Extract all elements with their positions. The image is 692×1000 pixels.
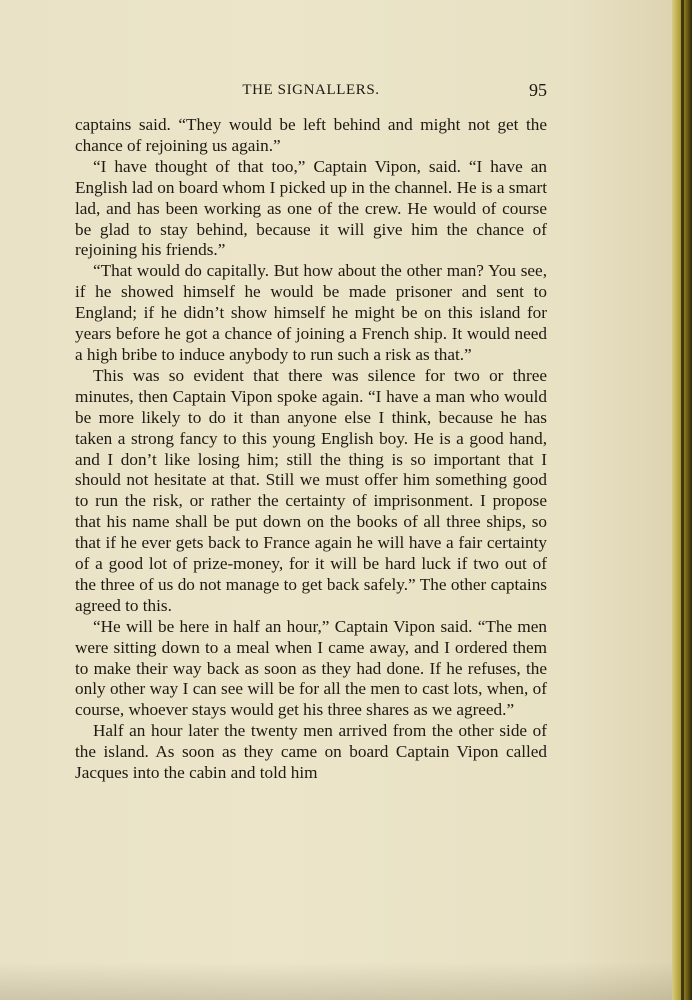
running-header [75, 80, 547, 104]
page-number: 95 [529, 80, 547, 100]
page-body [75, 115, 547, 784]
book-spine-edge [672, 0, 692, 1000]
paragraph: “He will be here in half an hour,” Captain Vipon said. “The men were sitting down to a meal when I came away, and I ordered them to make their way back as soon as they had done. If he refuses, the only other way I can see will be for all the men to cast lots, when, of course, whoever stays would get his three shares as we agreed.” [75, 616, 547, 720]
running-title: THE SIGNALLERS. [242, 82, 380, 98]
paragraph: “I have thought of that too,” Captain Vipon, said. “I have an English lad on board whom I picked up in the channel. He is a smart lad, and has been working as one of the crew. He would of course be glad to stay behind, because it will give him the chance of rejoining his friends.” [75, 156, 547, 260]
paragraph: captains said. “They would be left behind and might not get the chance of rejoining us again.” [75, 115, 547, 155]
paragraph: Half an hour later the twenty men arrived from the other side of the island. As soon as they came on board Captain Vipon called Jacques into the cabin and told him [75, 721, 547, 783]
paragraph: “That would do capitally. But how about the other man? You see, if he showed himself he would be made prisoner and sent to England; if he didn’t show himself he might be on this island for years before he got a chance of joining a French ship. It would need a high bribe to induce anybody to run such a risk as that.” [75, 261, 547, 364]
paragraph: This was so evident that there was silence for two or three minutes, then Captain Vipon spoke again. “I have a man who would be more likely to do it than anyone else I think, because he has taken a strong fancy to this young English boy. He is a good hand, and I don’t like losing him; still the thing is so important that I should not hesitate at that. Still we must offer him something good to run the risk, or rather the certainty of imprisonment. I propose that his name shall be put down on the books of all three ships, so that if he ever gets back to France again he will have a fair certainty of a good lot of prize-money, for it will be hard luck if two out of the three of us do not manage to get back safely.” The other captains agreed to this. [75, 365, 547, 615]
